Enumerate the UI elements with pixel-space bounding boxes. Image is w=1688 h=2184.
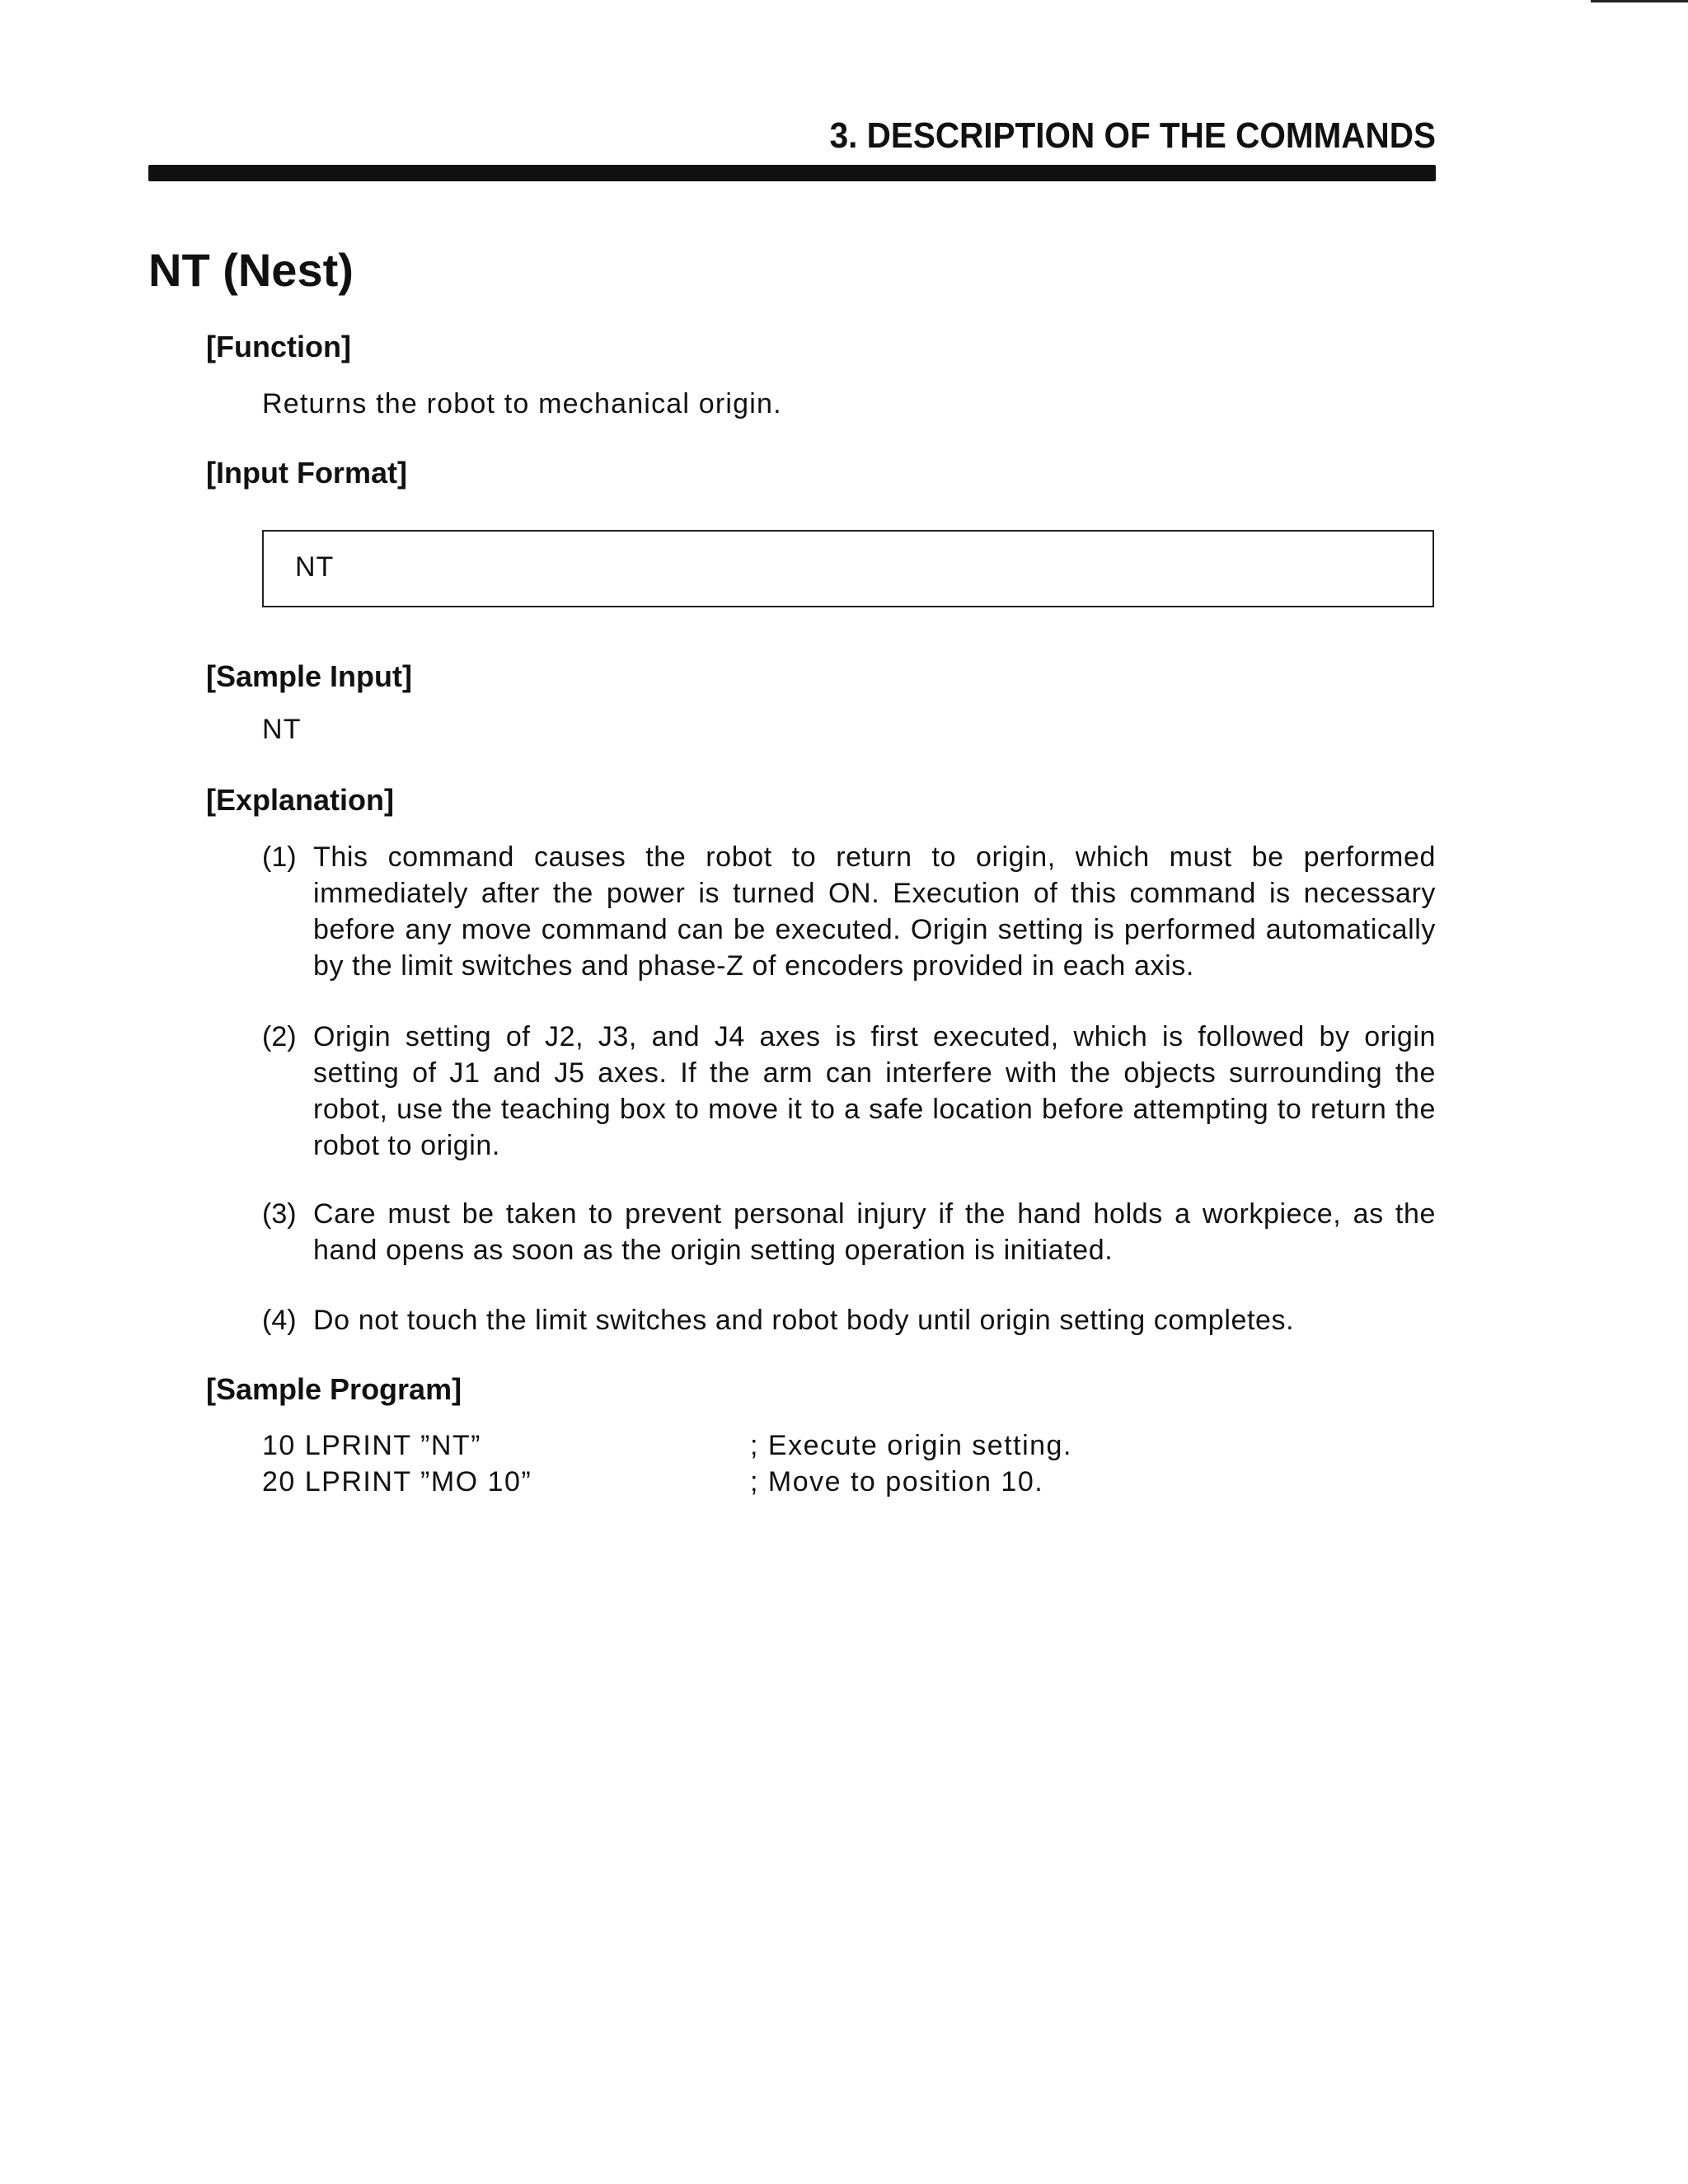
explanation-item-number: (3) (262, 1198, 297, 1230)
function-heading: [Function] (206, 330, 351, 363)
input-format-value: NT (295, 551, 335, 583)
explanation-item-number: (4) (262, 1305, 297, 1336)
explanation-item-text: This command causes the robot to return to origin, which must be performed immediately after the power is turned ON. Execution of this command is necessary before any move command can be executed. Origin setting is performed automatically by the limit switches and phase-Z of encoders provided in each axis. (313, 841, 1436, 982)
function-text: Returns the robot to mechanical origin. (262, 388, 782, 419)
explanation-item-text: Do not touch the limit switches and robot body until origin setting completes. (313, 1305, 1295, 1336)
chapter-header: 3. DESCRIPTION OF THE COMMANDS (829, 115, 1436, 156)
explanation-item-number: (2) (262, 1021, 297, 1052)
sample-program-heading: [Sample Program] (206, 1372, 462, 1406)
explanation-item-text: Care must be taken to prevent personal injury if the hand holds a workpiece, as the hand opens as soon as the origin setting operation is initiated. (313, 1198, 1436, 1266)
program-code-line: 10 LPRINT ”NT” (262, 1430, 481, 1461)
explanation-item-text: Origin setting of J2, J3, and J4 axes is first executed, which is followed by origin setting of J1 and J5 axes. If the arm can interfere with the objects surrounding the robot, use the teaching box to move it to a safe location before attempting to return the robot to origin. (313, 1021, 1436, 1161)
page-corner-mark (1591, 0, 1688, 2)
program-comment: ; Execute origin setting. (750, 1430, 1072, 1461)
sample-input-heading: [Sample Input] (206, 659, 412, 693)
sample-input-value: NT (262, 714, 302, 745)
program-code-line: 20 LPRINT ”MO 10” (262, 1466, 532, 1497)
input-format-heading: [Input Format] (206, 456, 407, 490)
header-rule (148, 165, 1436, 181)
explanation-heading: [Explanation] (206, 783, 395, 817)
program-comment: ; Move to position 10. (750, 1466, 1044, 1497)
explanation-item-number: (1) (262, 841, 297, 873)
input-format-box (262, 530, 1434, 607)
command-title: NT (Nest) (148, 244, 354, 296)
